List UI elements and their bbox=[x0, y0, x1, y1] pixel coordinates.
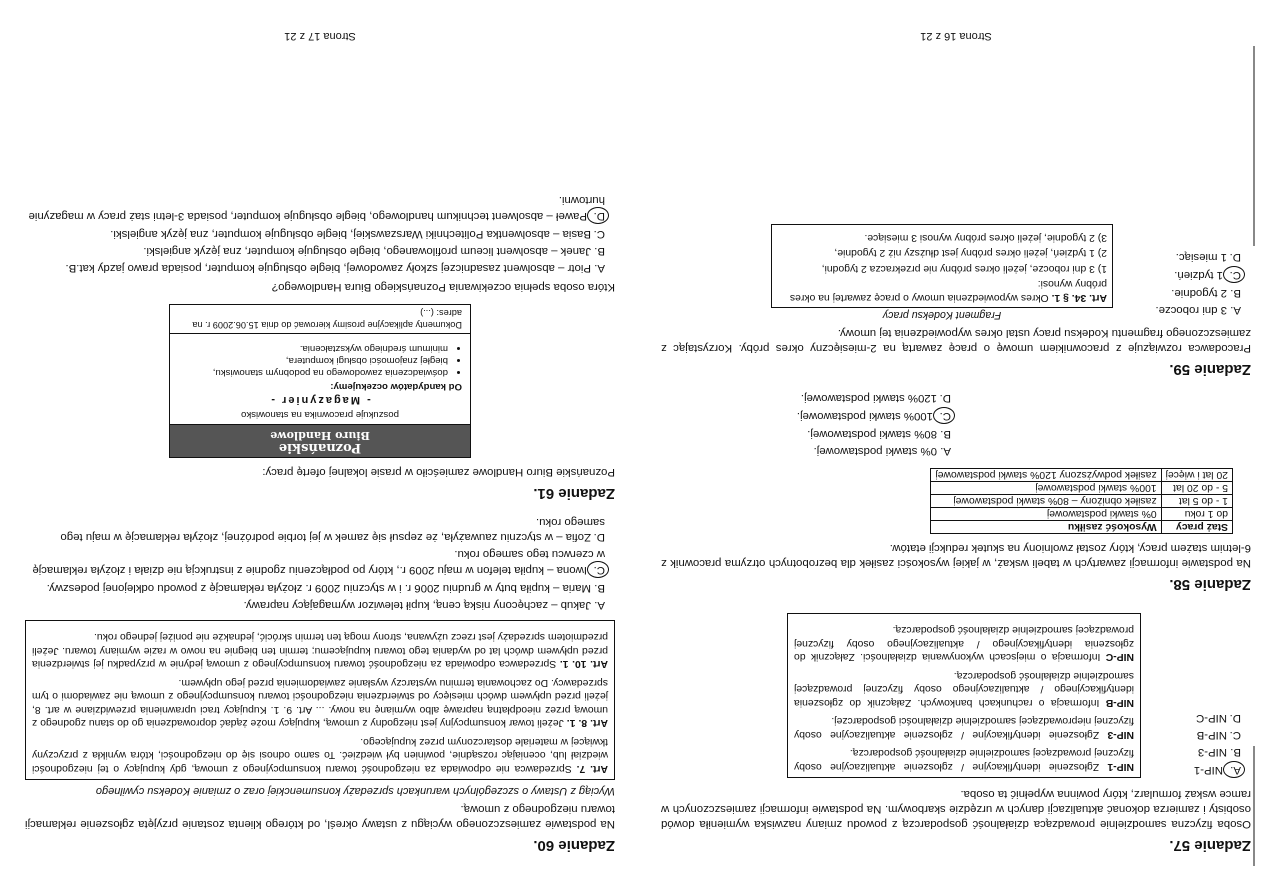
task-58-options bbox=[661, 390, 951, 458]
task-58-title: Zadanie 58. bbox=[1169, 576, 1251, 593]
article-8-9: Art. 8. 1. Jeżeli towar konsumpcyjny jest niezgodny z umową, kupujący może żądać doprowadzenia go do stanu zgodnego z umową przez nieodpłatną naprawę albo wymianę na nowy. ... Art. 9. 1. Kupujący traci uprawnienia przewidziane w art. 8, jeżeli przed upływem dwóch miesięcy od stwierdzenia niezgodności towaru konsumpcyjnego z umową nie zawiadomi o tym sprzedawcy. Do zachowania terminu wystarczy wysłanie zawiadomienia przed jego upływem. bbox=[31, 677, 608, 729]
task-59-option-d: D.1 miesiąc. bbox=[1175, 251, 1241, 263]
page-17 bbox=[25, 26, 615, 866]
advert-body bbox=[170, 334, 470, 424]
task-60-intro: Na podstawie zamieszczonego wyciągu z ustawy określ, od którego klienta zostanie przyjęta zgłoszenie reklamacji towaru niezgodnego z umową. bbox=[25, 803, 615, 830]
table-cell: 5 - do 20 lat bbox=[1161, 482, 1232, 495]
task-57-option-c: C.NIP-B bbox=[1196, 729, 1241, 741]
task-59-option-b: B.2 tygodnie. bbox=[1171, 287, 1241, 299]
page-16 bbox=[661, 26, 1251, 866]
task-60-title: Zadanie 60. bbox=[533, 837, 615, 854]
task-57-title: Zadanie 57. bbox=[1169, 837, 1251, 854]
table-cell: do 1 roku bbox=[1161, 508, 1232, 521]
list-item: • minimum średniego wykształcenia. bbox=[178, 342, 448, 354]
table-cell: 100% stawki podstawowej bbox=[931, 482, 1161, 495]
task-59-intro: Pracodawca rozwiązuje z pracownikiem umowę o pracę zawartą na 2-miesięczny okres próby. Korzystając z zamieszczonego fragmentu Kodeksu pracy ustal okres wypowiedzenia tej umowy. bbox=[661, 327, 1251, 354]
task-60-option-a: A.Jakub – zachęcony niską ceną, kupił telewizor wymagający naprawy. bbox=[243, 599, 605, 611]
table-cell: zasiłek obniżony – 80% stawki podstawowej bbox=[931, 495, 1161, 508]
quote-caption: Fragment Kodeksu pracy bbox=[882, 309, 1002, 321]
table-cell: zasiłek podwyższony 120% stawki podstawowej bbox=[931, 469, 1161, 482]
task-61-options bbox=[25, 192, 605, 275]
task-61 bbox=[25, 192, 615, 502]
scan-edge-mark bbox=[1253, 46, 1255, 246]
article-point: 3) 2 tygodnie, jeżeli okres próbny wynosi 3 miesiące. bbox=[864, 232, 1107, 243]
task-57-option-d: D.NIP-C bbox=[1195, 712, 1241, 724]
advert-line: poszukuje pracownika na stanowisko bbox=[241, 409, 399, 420]
advert-documents: Dokumenty aplikacyjne prosimy kierować do dnia 15.06.2009 r. na adres: (...) bbox=[170, 305, 470, 334]
scan-edge-mark bbox=[1253, 746, 1255, 866]
task-58-option-b: B.80% stawki podstawowej. bbox=[807, 428, 951, 440]
article-7: Art. 7. Sprzedawca nie odpowiada za niezgodność towaru konsumpcyjnego z umową, gdy kupujący o tej niezgodności wiedział lub, oceniając rozsądnie, powinien był wiedzieć. To samo odnosi się do niezgodności, która wynikła z przyczyny tkwiącej w materiale dostarczonym przez kupującego. bbox=[32, 736, 608, 774]
task-58-option-c: C.100% stawki podstawowej. bbox=[661, 407, 951, 424]
table-cell: 20 lat i więcej bbox=[1161, 469, 1232, 482]
article-point: 2) 1 tydzień, jeżeli okres próbny jest dłuższy niż 2 tygodnie, bbox=[834, 247, 1107, 259]
article-point: 1) 3 dni robocze, jeżeli okres próbny nie przekracza 2 tygodni, bbox=[821, 263, 1107, 274]
table-header-row bbox=[931, 521, 1233, 534]
task-61-option-d: D.Paweł – absolwent technikum handlowego, biegle obsługuje komputer, posiada 3-letni staż pracy w magazynie hurtowni. bbox=[25, 192, 605, 224]
list-item: • biegłej znajomości obsługi komputera, bbox=[178, 354, 448, 366]
list-item: • doświadczenia zawodowego na podobnym stanowisku, bbox=[178, 366, 448, 378]
nip1-entry: NIP-1 Zgłoszenie identyfikacyjne / zgłoszenie aktualizacyjne osoby fizycznej prowadzącej samodzielnie działalność gospodarczą. bbox=[794, 747, 1134, 772]
benefit-table bbox=[930, 468, 1233, 534]
task-60-option-b: B.Maria – kupiła buty w grudniu 2006 r. i w styczniu 2009 r. złożyła reklamację z powodu odklejonej podeszwy. bbox=[46, 582, 605, 594]
task-61-option-b: B.Janek – absolwent liceum profilowanego, biegle obsługuje komputer, zna język angielski. bbox=[143, 245, 605, 257]
table-header: Wysokość zasiłku bbox=[931, 521, 1161, 534]
job-advert bbox=[169, 304, 471, 458]
task-59-option-c: C.1 tydzień. bbox=[1121, 266, 1241, 283]
nip3-entry: NIP-3 Zgłoszenie identyfikacyjne / zgłoszenie aktualizacyjne osoby fizycznej nieprowadzącej samodzielnie działalności gospodarczej. bbox=[794, 715, 1134, 740]
task-57-form-box bbox=[787, 613, 1141, 778]
advert-expect: Od kandydatów oczekujemy: bbox=[330, 381, 462, 392]
task-61-question: Która osoba spełnia oczekiwania Poznańskiego Biura Handlowego? bbox=[271, 281, 615, 293]
table-cell: 0% stawki podstawowej bbox=[931, 508, 1161, 521]
task-60 bbox=[25, 514, 615, 854]
task-57-intro: Osoba fizyczna samodzielnie prowadząca działalność gospodarczą z powodu zmiany nazwiska wymieniła dowód osobisty i zamierza dokonać aktualizacji danych w urzędzie skarbowym. Na podstawie informacji zamieszczonych w ramce wskaż formularz, który powinna wypełnić ta osoba. bbox=[661, 788, 1251, 830]
advert-position: - Magazynier - bbox=[269, 394, 371, 406]
page-footer: Strona 17 z 21 bbox=[284, 30, 356, 42]
task-59-option-a: A.3 dni robocze. bbox=[1155, 304, 1241, 316]
article-34: Art. 34. § 1. Okres wypowiedzenia umowy o pracę zawartej na okres próbny wynosi: bbox=[789, 278, 1107, 303]
task-61-option-a: A.Piotr – absolwent zasadniczej szkoły zawodowej, biegle obsługuje komputer, posiada prawo jazdy kat.B. bbox=[65, 262, 605, 274]
task-61-title: Zadanie 61. bbox=[533, 485, 615, 502]
advert-requirements bbox=[178, 342, 462, 378]
task-59 bbox=[661, 225, 1251, 379]
table-cell: 1 - do 5 lat bbox=[1161, 495, 1232, 508]
task-58-option-d: D.120% stawki podstawowej. bbox=[800, 392, 951, 404]
article-10: Art. 10. 1. Sprzedawca odpowiada za niezgodność towaru konsumpcyjnego z umową jedynie w przypadku jej stwierdzenia przed upływem dwóch lat od wydania tego towaru kupującemu; termin ten biegnie na nowo w razie wymiany towaru. Jeżeli przedmiotem sprzedaży jest rzecz używana, strony mogą ten termin skrócić, jednakże nie poniżej jednego roku. bbox=[32, 631, 608, 670]
table-header: Staż pracy bbox=[1161, 521, 1232, 534]
nipb-entry: NIP-B Informacja o rachunkach bankowych. Załącznik do zgłoszenia identyfikacyjnego / aktualizacyjnego osoby fizycznej prowadzącej samodzielnie działalność gospodarczą. bbox=[794, 670, 1134, 708]
task-59-title: Zadanie 59. bbox=[1169, 361, 1251, 378]
task-58 bbox=[661, 390, 1251, 593]
task-60-options bbox=[25, 514, 605, 612]
task-60-option-c: C.Iwona – kupiła telefon w maju 2009 r., który po podłączeniu zgodnie z instrukcją nie działa i złożyła reklamację w czerwcu tego samego roku. bbox=[25, 546, 605, 578]
task-59-options bbox=[1121, 247, 1241, 317]
advert-banner: Poznańskie Biuro Handlowe bbox=[170, 424, 470, 457]
quote-box bbox=[771, 225, 1113, 309]
code-quote bbox=[771, 225, 1113, 322]
table-row bbox=[931, 495, 1233, 508]
task-58-option-a: A.0% stawki podstawowej. bbox=[813, 445, 951, 457]
task-57 bbox=[661, 605, 1251, 854]
task-58-intro: Na podstawie informacji zawartych w tabeli wskaż, w jakiej wysokości zasiłek dla bezrobotnych otrzyma pracownik z 6-letnim stażem pracy, który został zwolniony na skutek redukcji etatów. bbox=[661, 542, 1251, 569]
task-60-option-d: D.Zofia – w styczniu zauważyła, że zepsuł się zamek w jej torbie podróżnej, złożyła reklamację w maju tego samego roku. bbox=[60, 516, 605, 543]
page-footer: Strona 16 z 21 bbox=[920, 30, 992, 42]
task-59-body bbox=[661, 225, 1251, 322]
task-61-option-c: C.Basia – absolwentka Politechniki Warszawskiej, biegle obsługuje komputer, zna język angielski. bbox=[110, 228, 605, 240]
task-57-option-b: B.NIP-3 bbox=[1197, 746, 1241, 758]
table-row bbox=[931, 482, 1233, 495]
table-row bbox=[931, 508, 1233, 521]
task-57-options bbox=[1151, 708, 1241, 778]
task-61-intro: Poznańskie Biuro Handlowe zamieściło w prasie lokalnej ofertę pracy: bbox=[262, 466, 615, 478]
table-row bbox=[931, 469, 1233, 482]
task-57-option-a: A.NIP-1 bbox=[1151, 761, 1241, 778]
nipc-entry: NIP-C Informacja o miejscach wykonywania działalności. Załącznik do zgłoszenia identyfikacyjnego / aktualizacyjnego osoby fizycznej prowadzącej samodzielnie działalność gospodarczą. bbox=[794, 624, 1134, 663]
law-box bbox=[25, 620, 615, 780]
law-caption: Wyciąg z Ustawy o szczególnych warunkach sprzedaży konsumenckiej oraz o zmianie Kodeksu cywilnego bbox=[95, 785, 615, 797]
